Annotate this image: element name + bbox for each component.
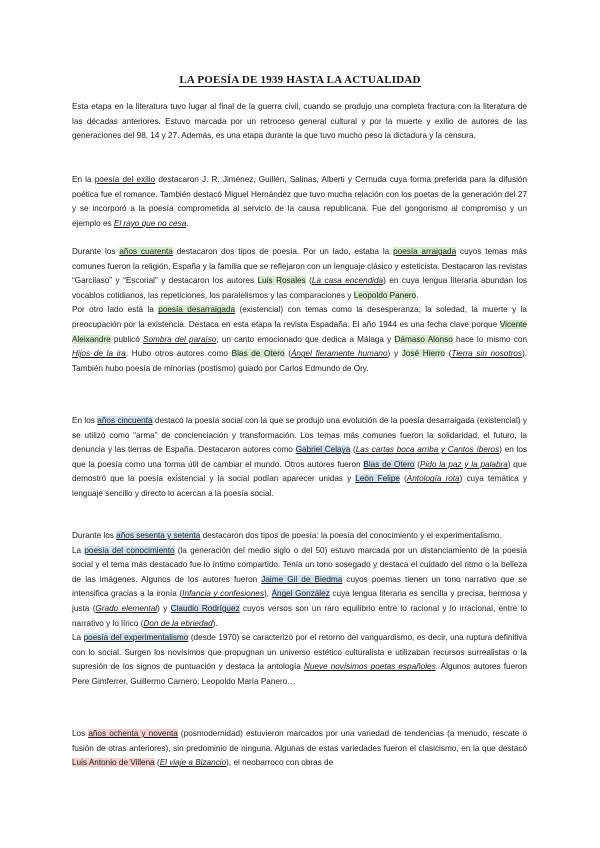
work-title: El viaje a Bizancio — [159, 758, 227, 768]
text-run: ( — [445, 349, 452, 359]
text-run: cuyos temas más comunes fueron la religión, España y la familia que se reflejaron con un lenguaje clásico y esteticista. Destacaron las revistas “Garcilaso” y “Escorial” y destacaron los autores — [72, 247, 527, 286]
text-run: ) en los que la poesía como una forma útil de cambiar el mundo. Otros autores fueron — [72, 445, 528, 469]
period-term: poesía arraigada — [393, 247, 457, 256]
text-run: Durante los — [72, 531, 117, 540]
text-run: destacó la poesía social con la que se produjo una evolución de la poesía desarraigada (existencial) y se utilizó como “arma” de concienciación y transformación. Los temas más comunes fueron la solidaridad, el futuro, la denuncia y las tierras de España. Destacaron autores como — [72, 416, 528, 455]
text-run: ( — [399, 474, 407, 484]
text-run: ) en cuya lengua literaria abundan los vocablos cotidianos, las repeticiones, los paralelismos y las comparaciones y — [72, 276, 527, 300]
text-run: . Algunos autores fueron Pere Gimferrer, Guillermo Carnero, Leopoldo María Panero… — [72, 662, 528, 686]
period-term: Gabriel Celaya — [295, 445, 351, 455]
text-run: . Hubo otros autores como — [125, 349, 232, 359]
text-run: hace lo mismo con — [452, 334, 528, 344]
text-run: Por otro lado está la — [72, 305, 159, 315]
text-run: La — [72, 545, 85, 555]
text-run: (existencial) con temas como la desesperanza, la soledad, la muerte y la preocupación por la existencia. Destaca en esta etapa la revista Espadaña. El año 1944 es una fecha clave porque — [72, 305, 527, 329]
text-run: ( — [305, 276, 312, 286]
text-run: ( — [414, 459, 421, 469]
author-name: José Hierro — [401, 349, 445, 359]
work-title: Don de la ebriedad — [143, 618, 213, 628]
text-run: . — [416, 290, 419, 300]
text-run: ( — [284, 349, 291, 359]
title-text: LA POESÍA DE 1939 HASTA LA ACTUALIDAD — [179, 74, 421, 86]
period-term: Jaime Gil de Biedma — [261, 574, 343, 584]
text-run: . — [186, 218, 189, 228]
text-run: cuyos poemas tienen un tono narrativo que se intensifica gracias a la ironía ( — [72, 574, 527, 599]
text-run: , un canto emocionado que dedica a Málaga y — [216, 334, 395, 344]
paragraph-exilio — [72, 173, 527, 231]
text-run: ) que demostró que la poesía existencial y la social podían aparecer unidas y — [72, 459, 527, 484]
work-title: Las cartas boca arriba y Cantos íberos — [355, 445, 500, 455]
author-name: Dámaso Alonso — [394, 334, 453, 344]
text-run: (la generación del medio siglo o del 50) estuvo marcada por un distanciamiento de la poesía social y el tema más destacado fue lo íntimo compartido. Tenía un tono sosegado y destaca el cuidado del ritmo o la belleza de las imágenes. Algunos de los autores fueron — [72, 545, 527, 584]
period-term: poesía del conocimiento — [84, 545, 175, 555]
work-title: Pido la paz y la palabra — [420, 459, 508, 469]
paragraph-ochenta — [72, 727, 527, 771]
work-title: Grado elemental — [95, 603, 158, 613]
period-term: Claudio Rodríguez — [170, 603, 240, 613]
work-title: Sombra del paraíso — [143, 334, 217, 344]
text-run: publicó — [110, 334, 144, 344]
period-term: años cincuenta — [97, 416, 153, 425]
text-run: Los — [72, 729, 89, 738]
period-term: poesía desarraigada — [158, 305, 236, 315]
text-run: ), — [263, 589, 272, 599]
text-run: ) cuya temática y lenguaje sencillo y directo lo acercan a la poesía social. — [72, 474, 528, 498]
period-term: Ángel González — [271, 589, 330, 599]
work-title: Nueve novísimos poetas españoles — [303, 662, 436, 672]
page-title — [0, 74, 600, 86]
text-run: destacaron J. R. Jiménez, Guillén, Salinas, Alberti y Cernuda cuya forma preferida para la difusión poética fue el romance. También destacó Miguel Hernández que tuvo mucha relación con los poetas de la generación del 27 y se incorporó a la poesía comprometida al servicio de la causa republicana. Fue del gongorismo al compromiso y un ejemplo es — [72, 175, 527, 228]
text-run: Esta etapa en la literatura tuvo lugar al final de la guerra civil, cuando se produjo una completa fractura con la literatura de las décadas anteriores. Estuvo marcada por un retroceso general cultural y por la muerte y exilio de autores de las generaciones del 98, 14 y 27. Además, es una etapa durante la que tuvo mucho peso la dictadura y la censura. — [72, 102, 527, 141]
author-name: Luis Rosales — [257, 276, 306, 286]
period-term: poesía del exilio — [94, 175, 156, 184]
text-run: destacaron dos tipos de poesía: la poesía del conocimiento y el experimentalismo. — [200, 531, 502, 540]
period-term: años ochenta y noventa — [88, 729, 178, 738]
text-run: ), el neobarroco con obras de — [226, 758, 334, 768]
author-name: Blas de Otero — [231, 349, 285, 359]
text-run: ). — [212, 618, 218, 628]
period-term: León Felipe — [355, 474, 400, 484]
text-run: La — [72, 633, 84, 643]
work-title: Hijos de la ira — [72, 349, 126, 359]
text-run: (posmodernidad) estuvieron marcados por una variedad de tendencias (a menudo, rescate o fusión de otras anteriores), sin predominio de ninguna. Algunas de estas variedades fueron el clasicismo, en la que destacó — [72, 729, 527, 753]
work-title: Infancia y confesiones — [182, 589, 264, 599]
author-name: Leopoldo Panero — [353, 290, 417, 300]
paragraph-intro — [72, 100, 527, 144]
text-run: En los — [72, 416, 98, 425]
text-run: (desde 1970) se caracterizó por el retorno del vanguardismo, es decir, una ruptura definitiva con lo social. Surgen los novísimos que propugnan un universo estético culturalista e utilizaban recursos surrealistas o la supresión de los signos de puntuación y destaca la antología — [72, 633, 527, 672]
work-title: Tierra sin nosotros — [451, 349, 522, 359]
period-term: poesía del experimentalismo — [83, 633, 189, 643]
text-run: cuyos versos son un raro equilibrio entre lo racional y lo irracional, entre lo narrativo y lo lírico ( — [72, 603, 528, 628]
text-run: ). También hubo poesía de minorías (postismo) guiado por Carlos Edmundo de Ory. — [72, 349, 527, 373]
text-run: Durante los — [72, 247, 120, 256]
paragraph-sesenta — [72, 529, 527, 690]
text-run: ( — [154, 758, 160, 768]
text-run: destacaron dos tipos de poesía. Por un lado, estaba la — [172, 247, 394, 256]
period-term: años sesenta y setenta — [116, 531, 201, 540]
author-name: Luis Antonio de Villena — [72, 758, 155, 768]
text-run: ) y — [157, 603, 171, 613]
period-term: Blas de Otero — [363, 459, 415, 469]
work-title: Antología rota — [406, 474, 460, 484]
work-title: El rayo que no cesa — [113, 218, 187, 228]
text-run: cuya lengua literaria es sencilla y precisa, hermosa y justa ( — [72, 589, 527, 613]
text-run: ) y — [387, 349, 402, 359]
work-title: La casa encendida — [311, 276, 384, 286]
author-name: Vicente Aleixandre — [72, 319, 527, 344]
paragraph-cuarenta — [72, 245, 527, 376]
work-title: Ángel fieramente humano — [290, 349, 388, 359]
text-run: ( — [350, 445, 356, 455]
text-run: En la — [72, 175, 95, 184]
period-term: años cuarenta — [119, 247, 173, 256]
paragraph-cincuenta — [72, 414, 527, 502]
